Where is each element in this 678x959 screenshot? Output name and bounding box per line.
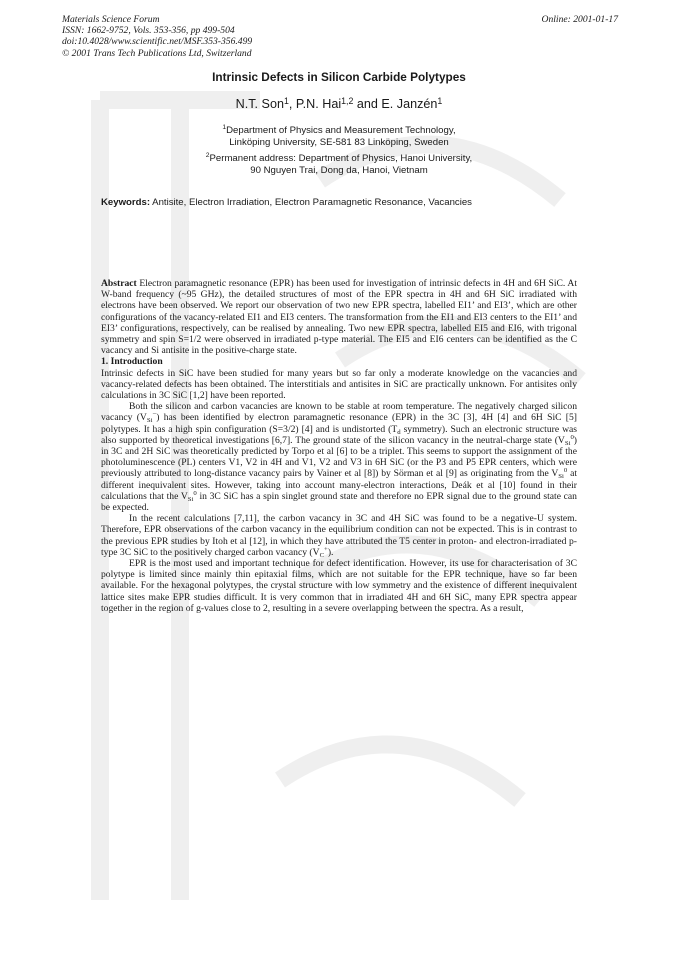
journal-name: Materials Science Forum [62,14,160,25]
journal-copyright: © 2001 Trans Tech Publications Ltd, Switzerland [62,47,252,59]
intro-paragraph-2: Both the silicon and carbon vacancies are known to be stable at room temperature. The negatively charged silicon vacancy $(V_{Si}^-)$ has been identified by electron paramagnetic resonance (EPR) in the 3C [3], 4H [4] and 6H SiC [5] polytypes. It has a high spin configuration (S=3/2) [4] and is undistorted ($T_d$ symmetry). Such an electronic structure was also supported by theoretical investigations [6,7]. The ground state of the silicon vacancy in the neutral-charge state $(V_{Si}^0)$ in 3C and 2H SiC was theoretically predicted by Torpo et al [6] to be a triplet. This seems to support the assignment of the photoluminescence (PL) centers V1, V2 in 4H and V1, V2 and V3 in 6H SiC (or the P3 and P5 EPR centers, which were previously attributed to long-distance vacancy pairs by Vainer et al [8]) by Sörman et al [9] as originating from the $V_{Si}^0$ at different inequivalent sites. However, taking into account many-electron interactions, Deák et al [10] found in their calculations that the $V_{Si}^0$ in 3C SiC has a spin singlet ground state and therefore no EPR signal due to the ground state can be expected. [101,401,577,514]
keywords [101,197,581,208]
paper-title: Intrinsic Defects in Silicon Carbide Polytypes [212,70,466,84]
paper-body [101,278,577,614]
abstract-text: Electron paramagnetic resonance (EPR) has been used for investigation of intrinsic defects in 4H and 6H SiC. At W-band frequency (~95 GHz), the detailed structures of most of the EPR spectra in 4H and 6H SiC irradiated with electrons have been observed. We report our observation of two new EPR spectra, labelled EI1’ and EI3’, which are other configurations of the vacancy-related EI1 and EI3 centers. The transformation from the EI1 and EI3 centers to the EI1’ and EI3’ configurations, respectively, can be realised by annealing. Two new EPR spectra, labelled EI5 and EI6, with trigonal symmetry and spin S=1/2 were observed in irradiated p-type material. The EI5 and EI6 centers can be identified as the C vacancy and Si antisite in the positive-charge state. [101,278,577,357]
keywords-text: Antisite, Electron Irradiation, Electron Paramagnetic Resonance, Vacancies [150,197,472,208]
keywords-label: Keywords: [101,197,151,208]
intro-paragraph-3: In the recent calculations [7,11], the carbon vacancy in 3C and 4H SiC was found to be a negative-U system. Therefore, EPR observations of the carbon vacancy in the equilibrium condition can not be expected. This is in contrast to the previous EPR studies by Itoh et al [12], in which they have attributed the T5 center in proton- and electron-irradiated p-type 3C SiC to the positively charged carbon vacancy $(V_C^+)$. [101,513,577,559]
abstract-label: Abstract [101,278,137,289]
abstract [101,278,577,356]
journal-doi[interactable]: doi:10.4028/www.scientific.net/MSF.353-356.499 [62,36,253,48]
section-heading-introduction: 1. Introduction [101,356,163,368]
journal-header [62,14,618,59]
author-1: N.T. Son [235,97,284,111]
author-3: and E. Janzén [353,97,438,111]
affiliation-2: $^2$Permanent address: Department of Physics, Hanoi University, 90 Nguyen Trai, Dong da, Hanoi, Vietnam [205,152,473,176]
online-date: Online: 2001-01-17 [541,14,618,25]
intro-paragraph-4: EPR is the most used and important technique for defect identification. However, its use for characterisation of 3C polytype is limited since mainly thin epitaxial films, which are not suitable for the EPR technique, have so far been available. For the hexagonal polytypes, the crystal structure with low symmetry and the existence of different inequivalent lattice sites make EPR studies difficult. It is very common that in irradiated 4H and 6H SiC, many EPR spectra appear together in the region of g-values close to 2, resulting in a severe overlapping between the spectra. As a result, [101,558,577,614]
journal-issn: ISSN: 1662-9752, Vols. 353-356, pp 499-504 [62,25,235,37]
author-line: N.T. Son$^1$, P.N. Hai$^{1,2}$ and E. Janzén$^1$ [235,96,443,111]
intro-paragraph-1: Intrinsic defects in SiC have been studied for many years but so far only a moderate knowledge on the vacancies and vacancy-related defects has been obtained. The interstitials and antisites in SiC are practically unknown. For antisites only calculations in 3C SiC [1,2] have been reported. [101,367,577,402]
affiliation-1: $^1$Department of Physics and Measurement Technology, Linköping University, SE-581 83 Linköping, Sweden [222,124,456,148]
author-2: P.N. Hai [295,97,342,111]
